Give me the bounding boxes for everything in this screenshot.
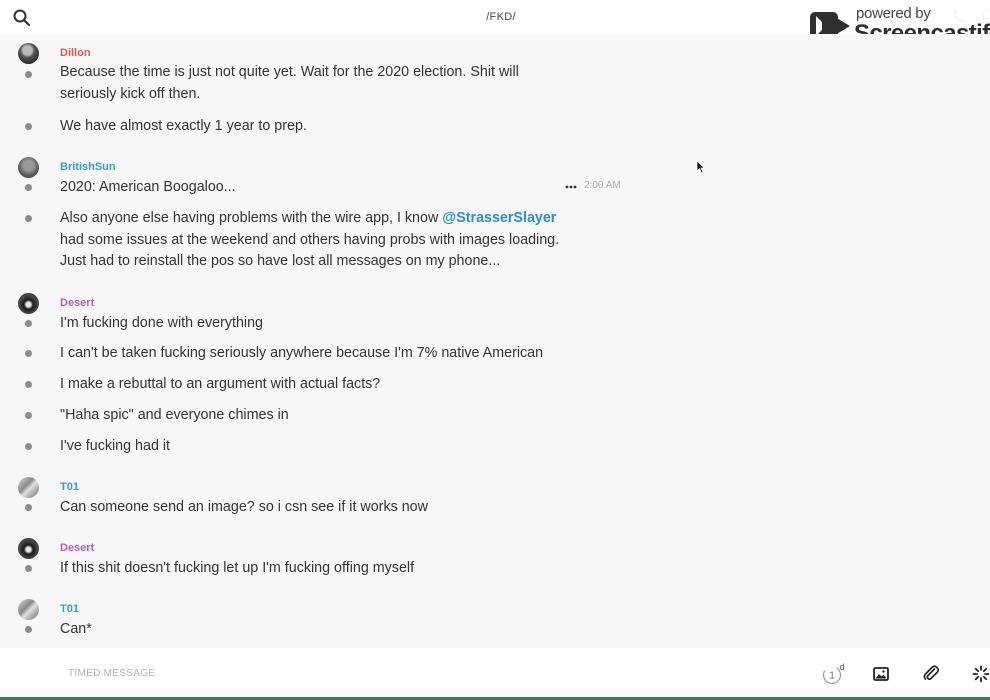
paperclip-icon <box>922 664 940 682</box>
message-status-dot <box>25 184 32 191</box>
timer-icon <box>822 663 846 685</box>
sender-name[interactable]: T01 <box>60 603 79 615</box>
message-status-dot <box>25 565 32 572</box>
message-group-header <box>0 42 990 64</box>
mouse-cursor-icon <box>696 160 706 174</box>
message-group-header <box>0 156 990 178</box>
message-status-dot <box>25 320 32 327</box>
message[interactable] <box>0 208 990 274</box>
message[interactable] <box>0 177 990 199</box>
timer-unit: d <box>839 663 845 672</box>
message-status-dot <box>25 412 32 419</box>
message[interactable] <box>0 436 990 458</box>
message-status-dot <box>25 350 32 357</box>
avatar[interactable] <box>18 157 39 178</box>
message[interactable] <box>0 62 990 106</box>
message-timestamp: 2:00 AM <box>584 180 621 191</box>
message-text: If this shit doesn't fucking let up I'm fucking offing myself <box>60 560 415 576</box>
message-group-header <box>0 598 990 620</box>
message-status-dot <box>25 443 32 450</box>
message-group-header <box>0 476 990 498</box>
message-status-dot <box>25 381 32 388</box>
message-group-header <box>0 537 990 559</box>
user-mention[interactable]: @StrasserSlayer <box>442 210 557 226</box>
message-text: I'm fucking done with everything <box>60 315 263 331</box>
message-text-part: Also anyone else having problems with the wire app, I know <box>60 210 443 226</box>
avatar[interactable] <box>18 43 39 64</box>
avatar[interactable] <box>18 477 39 498</box>
message-text: I can't be taken fucking seriously anywhere because I'm 7% native American <box>60 345 544 361</box>
avatar[interactable] <box>18 538 39 559</box>
timed-message-button[interactable] <box>822 663 846 685</box>
spinner-icon <box>972 665 990 683</box>
avatar[interactable] <box>18 293 39 314</box>
message-status-dot <box>25 626 32 633</box>
message-text-part: had some issues at the weekend and others having probs with images loading. Just had to reinstall the pos so have lost all messages on my phone... <box>60 231 560 269</box>
message-text: We have almost exactly 1 year to prep. <box>60 118 307 134</box>
image-icon <box>872 665 890 683</box>
timer-value: 1 <box>829 670 835 682</box>
message-text: Can* <box>60 621 92 637</box>
sender-name[interactable]: Desert <box>60 297 95 309</box>
sender-name[interactable]: Desert <box>60 542 95 554</box>
message-input[interactable]: TIMED MESSAGE <box>68 668 156 679</box>
message-status-dot <box>25 123 32 130</box>
message-status-dot <box>25 215 32 222</box>
message-group-header <box>0 292 990 314</box>
avatar[interactable] <box>18 599 39 620</box>
message-text: 2020: American Boogaloo... <box>60 179 236 195</box>
message-text: Can someone send an image? so i csn see if it works now <box>60 499 428 515</box>
gif-button[interactable] <box>972 665 990 683</box>
more-dots-icon[interactable] <box>565 181 577 193</box>
sender-name[interactable]: Dillon <box>60 47 91 59</box>
message[interactable] <box>0 558 990 580</box>
watermark-powered-by: powered by <box>856 5 931 22</box>
message[interactable] <box>0 405 990 427</box>
message-text: I make a rebuttal to an argument with actual facts? <box>60 376 381 392</box>
attach-file-button[interactable] <box>922 664 940 682</box>
message[interactable] <box>0 497 990 519</box>
sender-name[interactable]: T01 <box>60 481 79 493</box>
message-status-dot <box>25 504 32 511</box>
message[interactable] <box>0 343 990 365</box>
message-text <box>60 208 560 273</box>
message[interactable] <box>0 619 990 641</box>
sender-name[interactable]: BritishSun <box>60 161 116 173</box>
message-composer <box>0 648 990 700</box>
message[interactable] <box>0 313 990 335</box>
image-upload-button[interactable] <box>872 665 890 683</box>
message-text: I've fucking had it <box>60 438 171 454</box>
message-text: "Haha spic" and everyone chimes in <box>60 407 289 423</box>
message-text: Because the time is just not quite yet. Wait for the 2020 election. Shit will seriously kick off then. <box>60 64 519 102</box>
message-status-dot <box>25 71 32 78</box>
message[interactable] <box>0 374 990 396</box>
message[interactable] <box>0 116 990 138</box>
conversation-title[interactable]: /FKD/ <box>486 11 516 23</box>
message-list[interactable] <box>0 34 990 648</box>
